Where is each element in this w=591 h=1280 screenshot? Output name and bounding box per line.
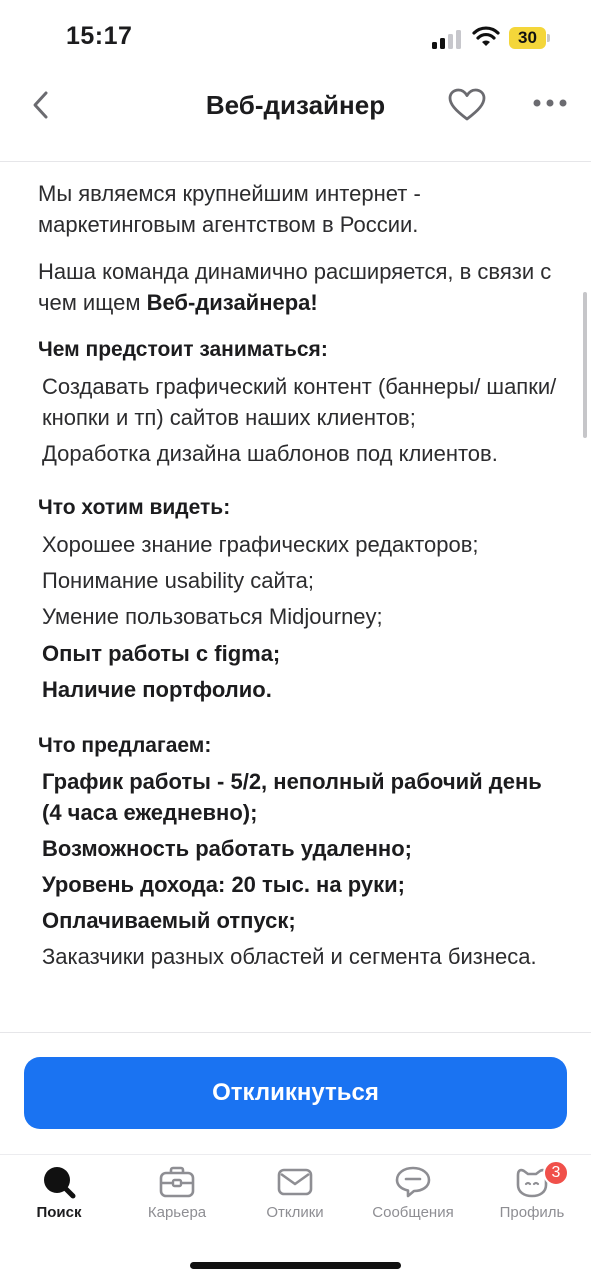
home-indicator[interactable] [190,1262,401,1269]
apply-button[interactable]: Откликнуться [24,1057,567,1129]
duties-title: Чем предстоит заниматься: [38,338,328,361]
offer-item: Оплачиваемый отпуск; [42,908,296,933]
requirement-item: Хорошее знание графических редакторов; [42,532,479,557]
tab-label: Сообщения [372,1204,454,1221]
heart-icon[interactable] [447,88,487,122]
offer-item: Возможность работать удаленно; [42,836,412,861]
offer-title: Что предлагаем: [38,734,212,757]
tab-label: Поиск [36,1204,82,1221]
nav-bar [0,78,591,162]
duty-item: Создавать графический контент (баннеры/ шапки/ кнопки и тп) сайтов наших клиентов; [42,374,557,430]
tab-messages[interactable] [354,1165,472,1237]
tab-profile[interactable] [473,1165,591,1237]
page-title: Веб-дизайнер [205,90,386,120]
tab-career[interactable] [118,1165,236,1237]
offer-item: Уровень дохода: 20 тыс. на руки; [42,872,405,897]
cellular-signal-icon [432,30,464,49]
envelope-icon [277,1165,313,1199]
battery-indicator [509,27,551,49]
team-text-regular: Наша команда динамично расширяется, в связи с чем ищем [38,259,552,315]
battery-level: 30 [509,27,546,49]
tab-search[interactable] [0,1165,118,1237]
tab-responses[interactable] [236,1165,354,1237]
more-options-icon[interactable] [532,96,568,110]
offer-item: Заказчики разных областей и сегмента бизнеса. [42,944,537,969]
search-icon [41,1165,77,1199]
requirement-item: Понимание usability сайта; [42,568,314,593]
status-time: 15:17 [66,22,133,50]
offer-item: График работы - 5/2, неполный рабочий день (4 часа ежедневно); [42,769,542,825]
team-text-bold: Веб-дизайнера! [146,290,318,315]
requirements-title: Что хотим видеть: [38,496,231,519]
chat-bubble-icon [394,1165,432,1199]
intro-text: Мы являемся крупнейшим интернет - маркетинговым агентством в России. [38,181,421,237]
tab-label: Профиль [499,1204,565,1221]
tab-label: Отклики [266,1204,324,1221]
requirement-item: Умение пользоваться Midjourney; [42,604,383,629]
wifi-icon [472,26,500,48]
requirement-item: Опыт работы с figma; [42,641,281,666]
briefcase-icon [159,1165,195,1199]
notification-badge: 3 [543,1160,569,1186]
tab-label: Карьера [147,1204,207,1221]
scrollbar[interactable] [583,292,587,438]
vacancy-description[interactable] [0,162,591,1032]
requirement-item: Наличие портфолио. [42,677,272,702]
battery-tip [547,34,550,42]
team-text [38,256,558,318]
status-bar [0,0,591,78]
duty-item: Доработка дизайна шаблонов под клиентов. [42,441,498,466]
divider [0,1032,591,1033]
